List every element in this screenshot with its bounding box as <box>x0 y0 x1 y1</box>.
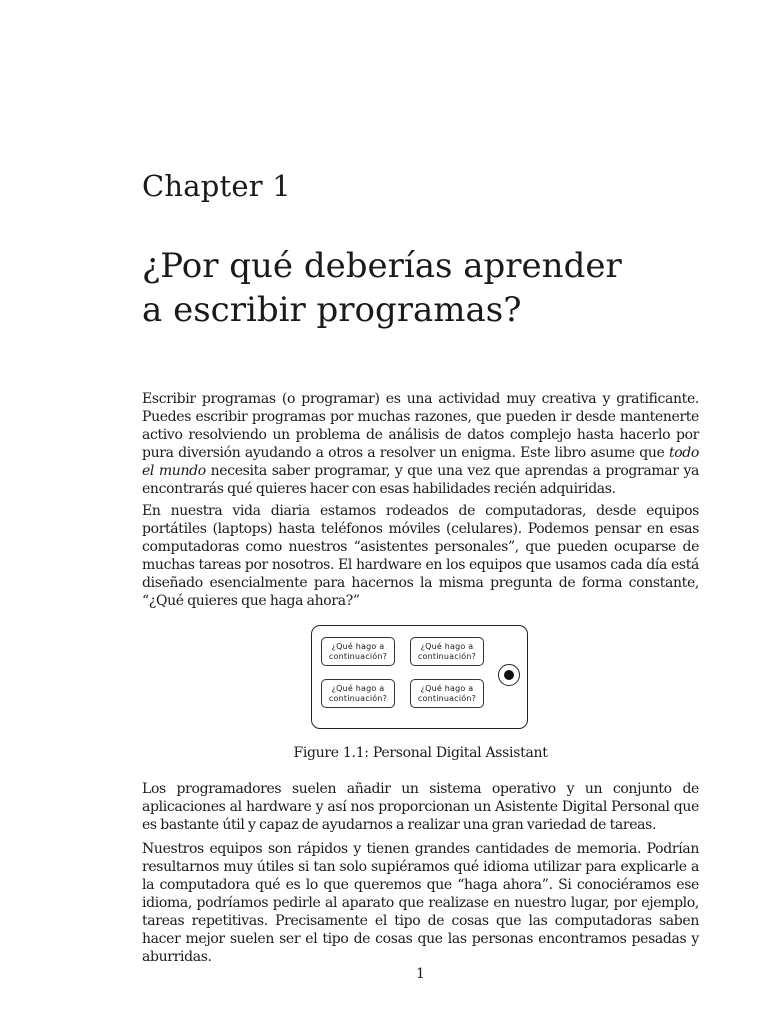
pda-button-1-line-1: ¿Qué hago a <box>331 642 385 651</box>
pda-button-4-line-1: ¿Qué hago a <box>420 684 474 693</box>
chapter-label: Chapter 1 <box>142 169 291 203</box>
pda-button-4-line-2: continuación? <box>417 694 477 703</box>
paragraph-computers: Nuestros equipos son rápidos y tienen grandes cantidades de memoria. Podrían resultarnos muy útiles si tan solo supiéramos qué idioma utilizar para explicarle a la computadora qué es lo que queremos que “haga ahora”. Si conociéramos ese idioma, podríamos pedirle al aparato que realizase en nuestro lugar, por ejemplo, tareas repetitivas. Precisamente el tipo de cosas que las computadoras saben hacer mejor suelen ser el tipo de cosas que las personas encontramos pesadas y aburridas. <box>142 841 699 965</box>
paragraph-intro <box>142 390 699 498</box>
figure-caption: Figure 1.1: Personal Digital Assistant <box>293 745 548 761</box>
pda-button-4 <box>410 679 484 708</box>
pda-button-3-line-2: continuación? <box>328 694 388 703</box>
pda-button-3 <box>321 679 395 708</box>
pda-button-2-line-2: continuación? <box>417 652 477 661</box>
paragraph-programmers: Los programadores suelen añadir un sistema operativo y un conjunto de aplicaciones al hardware y así nos proporcionan un Asistente Digital Personal que es bastante útil y capaz de ayudarnos a realizar una gran variedad de tareas. <box>142 781 699 833</box>
pda-figure <box>311 625 528 729</box>
page-number: 1 <box>416 966 425 982</box>
pda-button-2-line-1: ¿Qué hago a <box>420 642 474 651</box>
pda-button-1-line-2: continuación? <box>328 652 388 661</box>
pda-button-3-line-1: ¿Qué hago a <box>331 684 385 693</box>
pda-button-1 <box>321 637 395 666</box>
pda-button-2 <box>410 637 484 666</box>
pda-dial-icon <box>498 664 520 686</box>
chapter-title <box>142 244 699 332</box>
chapter-title-line-2: a escribir programas? <box>142 290 522 330</box>
document-page <box>142 0 699 1024</box>
paragraph-intro-emphasis: todo el mundo <box>142 445 699 479</box>
chapter-title-line-1: ¿Por qué deberías aprender <box>142 246 622 286</box>
paragraph-intro-text-b: necesita saber programar, y que una vez que aprendas a programar ya encontrarás qué quieres hacer con esas habilidades recién adquiridas. <box>142 463 699 497</box>
paragraph-intro-text-a: Escribir programas (o programar) es una actividad muy creativa y gratificante. Puedes escribir programas por muchas razones, que pueden ir desde mantenerte activo resolviendo un problema de análisis de datos complejo hasta hacerlo por pura diversión ayudando a otros a resolver un enigma. Este libro asume que <box>142 391 699 461</box>
paragraph-daily-life: En nuestra vida diaria estamos rodeados de computadoras, desde equipos portátiles (laptops) hasta teléfonos móviles (celulares). Podemos pensar en esas computadoras como nuestros “asistentes personales”, que pueden ocuparse de muchas tareas por nosotros. El hardware en los equipos que usamos cada día está diseñado esencialmente para hacernos la misma pregunta de forma constante, “¿Qué quieres que haga ahora?” <box>142 503 699 609</box>
